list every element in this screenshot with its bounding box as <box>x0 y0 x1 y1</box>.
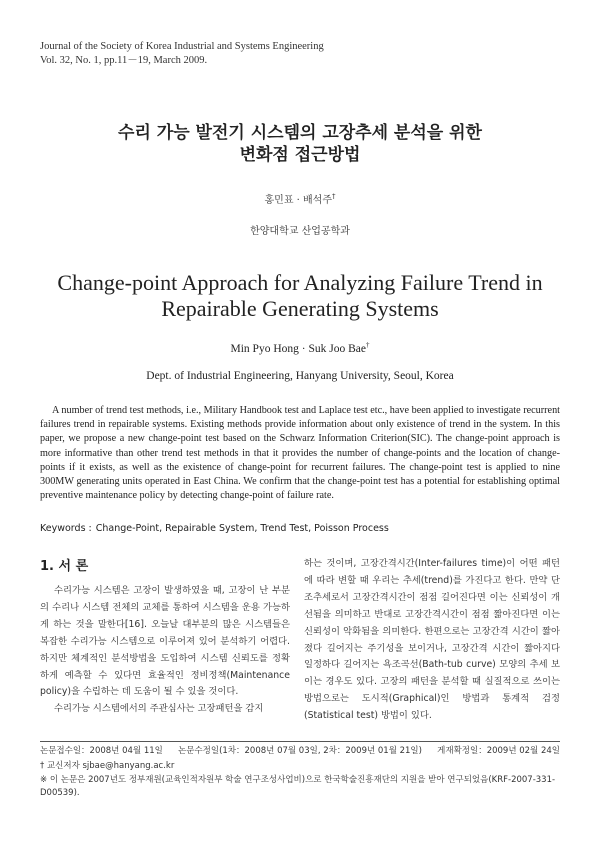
accepted-date: 게재확정일：2009년 02월 24일 <box>437 746 560 756</box>
body-paragraph: 수리가능 시스템은 고장이 발생하였을 때, 고장이 난 부분의 수리나 시스템 전체의 교체를 통하여 시스템을 운용 가능하게 하는 것을 말한다[16]. 오늘날 대부분의 많은 시스템들은 복잡한 수리가능 시스템으로 이루어져 있어 분석하기 어렵다. 하지만 체계적인 분석방법을 도입하여 시스템 신뢰도를 정확하게 예측할 수 있다면 효율적인 정비정책(Maintenance policy)을 수립하는 데 도움이 될 수 있을 것이다. <box>40 585 290 698</box>
section-heading <box>40 555 88 574</box>
author-mark: † <box>332 192 336 201</box>
journal-volume: Vol. 32, No. 1, pp.11－19, March 2009. <box>40 55 208 66</box>
keywords-text: Change-Point, Repairable System, Trend Test, Poisson Process <box>95 523 389 534</box>
body-left-column <box>40 583 290 718</box>
english-title <box>0 270 600 322</box>
body-paragraph: 하는 것이며, 고장간격시간(Inter-failures time)이 어떤 패턴에 따라 변할 때 우리는 추세(trend)를 가진다고 한다. 만약 단조추세로서 고장간격시간이 점점 길어진다면 이는 신뢰성이 개선됨을 의미하고 반대로 고장간격시간이 점점 짧아진다면 이는 신뢰성이 악화됨을 의미한다. 한편으로는 고장간격 시간이 짧아졌다 길어지는 주기성을 보이거나, 고장간격 시간이 짧아지다 일정하다 길어지는 욕조곡선(Bath-tub curve) 모양의 추세 보이는 경우도 있다. 고장의 패턴을 분석할 때 실질적으로 쓰이는 방법으로는 도시적(Graphical)인 방법과 통계적 검정(Statistical test) 방법이 있다. <box>304 558 560 722</box>
korean-title-line1: 수리 가능 발전기 시스템의 고장추세 분석을 위한 <box>118 123 482 143</box>
english-affiliation: Dept. of Industrial Engineering, Hanyang University, Seoul, Korea <box>146 370 454 382</box>
korean-authors <box>0 191 600 206</box>
footnote-dates <box>40 745 560 758</box>
footnote-divider <box>40 741 560 742</box>
section-number: 1. <box>40 559 54 574</box>
english-author-names: Min Pyo Hong · Suk Joo Bae <box>230 342 366 355</box>
english-authors <box>0 341 600 355</box>
abstract: A number of trend test methods, i.e., Military Handbook test and Laplace test etc., have been applied to investigate recurrent failures trend in repairable systems. Existing methods provide information about only existence of trend in the system. In this paper, we propose a new change-point test based on the Schwarz Information Criterion(SIC). The change-point approach is more informative than other trend test methods in that it provides the number of change-points and the location of change-points if it exists, as well as the existence of change-point for recurrent failures. The change-point test is applied to nine 300MW generating units operated in East China. We confirm that the change-point test has a potential for establishing optimal preventive maintenance policy by detecting change-point of failure rate. <box>40 405 560 502</box>
korean-title <box>0 122 600 166</box>
english-title-line2: Repairable Generating Systems <box>161 296 439 321</box>
body-paragraph: 수리가능 시스템에서의 주관심사는 고장패턴을 감지 <box>54 703 264 715</box>
korean-title-line2: 변화점 접근방법 <box>239 145 361 165</box>
korean-affiliation: 한양대학교 산업공학과 <box>250 226 350 237</box>
body-right-column <box>304 556 560 725</box>
journal-header <box>40 40 324 68</box>
journal-name: Journal of the Society of Korea Industrial and Systems Engineering <box>40 41 324 52</box>
keywords <box>40 523 560 534</box>
received-date: 논문접수일：2008년 04월 11일 <box>40 746 163 756</box>
revised-date: 논문수정일(1차：2008년 07월 03일, 2차：2009년 01월 21일) <box>178 746 422 756</box>
korean-author-names: 홍민표 · 배석주 <box>264 195 332 206</box>
author-mark-en: † <box>365 341 370 349</box>
corresponding-author: † 교신저자 sjbae@hanyang.ac.kr <box>40 761 175 771</box>
english-title-line1: Change-point Approach for Analyzing Failure Trend in <box>57 270 543 295</box>
keywords-label: Keywords : <box>40 523 92 534</box>
section-title: 서 론 <box>58 559 89 574</box>
funding-note: ※ 이 논문은 2007년도 정부재원(교육인적자원부 학술 연구조성사업비)으로 한국학술진흥재단의 지원을 받아 연구되었음(KRF-2007-331-D00539). <box>40 775 556 798</box>
